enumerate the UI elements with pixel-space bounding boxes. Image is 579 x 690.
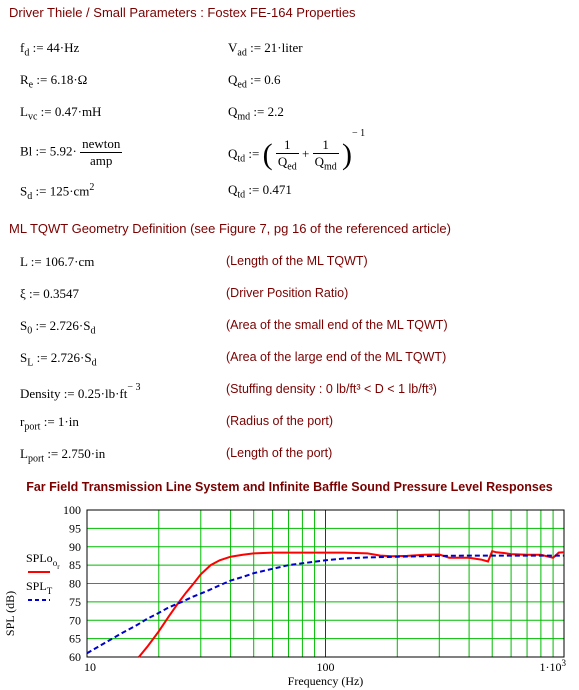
eq-bl[interactable]: Bl := 5.92· $\frac{\text{newton}}{\text{amp}}$ [20, 136, 121, 168]
y-tick-label: 70 [69, 613, 81, 628]
x-axis-label: Frequency (Hz) [287, 674, 364, 688]
spl-chart[interactable] [0, 500, 579, 690]
eq-qmd[interactable]: $Q_{md}$ := 2.2 [228, 104, 284, 123]
x-tick-label: 10 [84, 660, 96, 674]
eq-qtd-formula[interactable]: $Q_{td}$ := ( $\frac{1}{Q_{ed}}$ + $\frac{1}{Q_{md}}$ )$^{- 1}$ [228, 128, 366, 173]
section1-title: Driver Thiele / Small Parameters : Fostex FE-164 Properties [9, 5, 356, 20]
section2-title: ML TQWT Geometry Definition (see Figure 7, pg 16 of the referenced article) [9, 221, 451, 236]
eq-lport[interactable]: $L_{port}$ := 2.750·in [20, 446, 106, 465]
eq-qtd-value[interactable]: $Q_{td}$ := 0.471 [228, 182, 292, 201]
x-tick-exponent: 3 [561, 658, 566, 668]
eq-s0[interactable]: $S_0$ := $2.726\cdot S_d$ [20, 318, 96, 337]
chart-legend [26, 551, 60, 600]
eq-fd[interactable]: $f_d$ := 44·Hz [20, 40, 80, 59]
x-tick-labels [84, 658, 567, 674]
eq-density[interactable]: Density := $0.25\cdot lb\cdot ft^{- 3}$ [20, 382, 141, 401]
legend-label: $SPL_T$ [26, 579, 53, 596]
comment-length: (Length of the ML TQWT) [226, 254, 368, 268]
y-tick-label: 65 [69, 631, 81, 646]
close-paren: ) [341, 138, 352, 172]
eq-sl[interactable]: $S_L$ := $2.726\cdot S_d$ [20, 350, 97, 369]
y-tick-label: 60 [69, 650, 81, 664]
y-tick-label: 100 [63, 503, 81, 517]
comment-sl: (Area of the large end of the ML TQWT) [226, 350, 447, 364]
eq-re[interactable]: $R_e$ := 6.18·Ω [20, 72, 88, 91]
comment-s0: (Area of the small end of the ML TQWT) [226, 318, 448, 332]
eq-lvc[interactable]: $L_{vc}$ := 0.47·mH [20, 104, 102, 123]
y-tick-label: 85 [69, 558, 81, 573]
comment-rport: (Radius of the port) [226, 414, 333, 428]
chart-grid [87, 510, 564, 657]
eq-length[interactable]: L := 106.7·cm [20, 254, 95, 269]
open-paren: ( [262, 138, 273, 172]
y-tick-label: 95 [69, 521, 81, 536]
eq-qed[interactable]: $Q_{ed}$ := 0.6 [228, 72, 281, 91]
x-tick-label: $1\cdot 10^3$ [539, 658, 566, 674]
eq-vad[interactable]: $V_{ad}$ := 21·liter [228, 40, 303, 59]
x-tick-label: 100 [316, 660, 335, 674]
y-tick-label: 75 [69, 594, 81, 609]
eq-sd[interactable]: $S_d$ := $125\cdot cm^2$ [20, 182, 95, 202]
y-tick-labels [63, 503, 81, 664]
comment-lport: (Length of the port) [226, 446, 333, 460]
chart-title: Far Field Transmission Line System and Infinite Baffle Sound Pressure Level Responses [26, 480, 553, 494]
eq-rport[interactable]: $r_{port}$ := 1·in [20, 414, 79, 433]
comment-density: (Stuffing density : 0 lb/ft³ < D < 1 lb/ft³) [226, 382, 437, 396]
eq-xi[interactable]: ξ := 0.3547 [20, 286, 79, 301]
comment-xi: (Driver Position Ratio) [226, 286, 349, 300]
bl-fraction: $\frac{\text{newton}}{\text{amp}}$ [82, 136, 121, 168]
y-tick-label: 90 [69, 539, 81, 554]
y-tick-label: 80 [69, 576, 81, 591]
y-axis-label: SPL (dB) [3, 590, 17, 637]
legend-label: SPLo$_{or}$ [26, 551, 60, 571]
